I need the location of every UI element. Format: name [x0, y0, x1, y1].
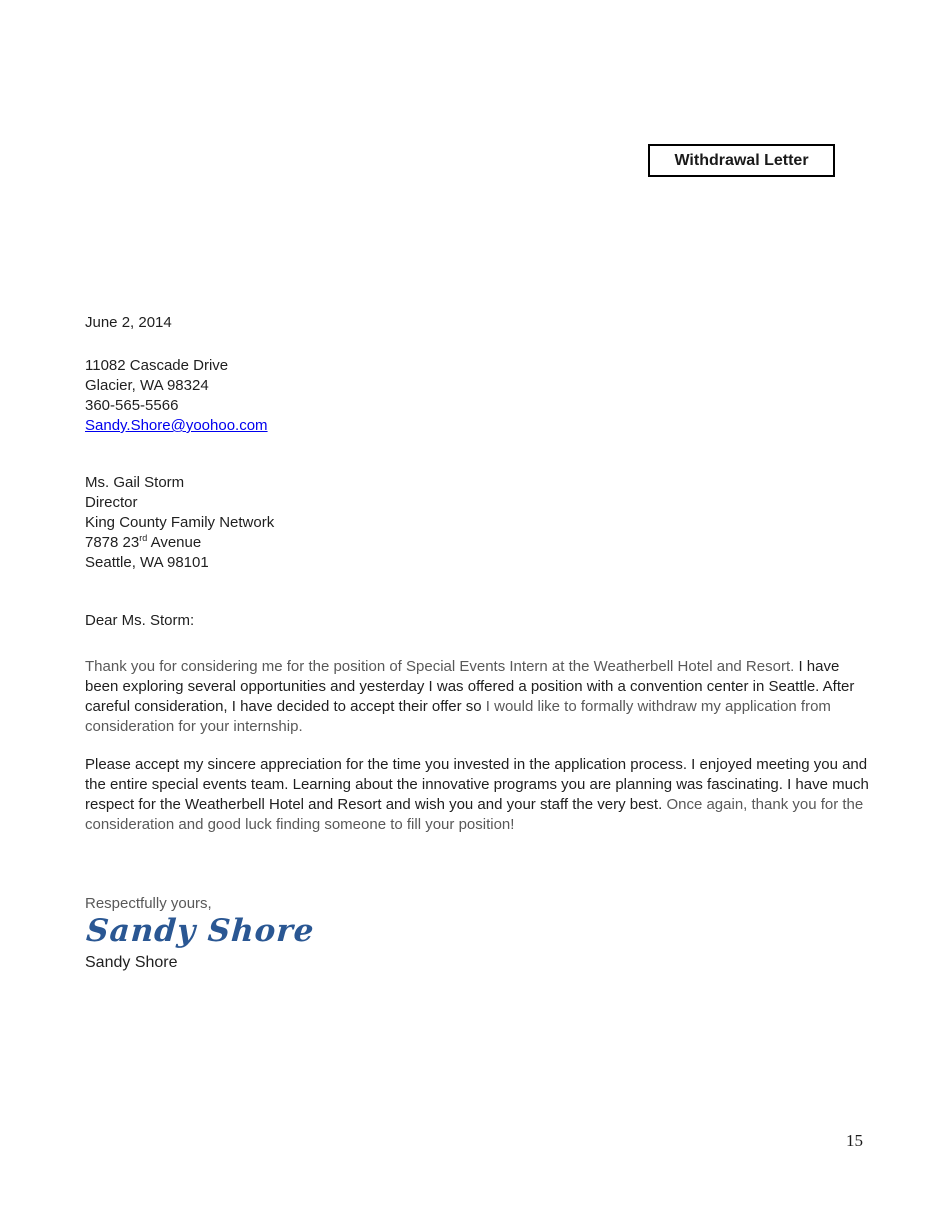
- page-number: 15: [846, 1131, 863, 1150]
- paragraph1-gray-intro: Thank you for considering me for the position of Special Events Intern at the Weatherbell Hotel and Resort.: [85, 658, 799, 675]
- paragraph2-gray-outro: Once again, thank you for the consideration and good luck finding someone to fill your position!: [85, 796, 864, 833]
- recipient-title: Director: [85, 494, 138, 511]
- sender-street: 11082 Cascade Drive: [85, 357, 229, 374]
- sender-city-state-zip: Glacier, WA 98324: [85, 377, 209, 394]
- recipient-organization: King County Family Network: [85, 514, 275, 531]
- paragraph1-black-body: I have been exploring several opportunities and yesterday I was offered a position with a convention center in Seattle. After careful consideration, I have decided to accept their offer so: [85, 658, 855, 715]
- sender-address-block: [85, 356, 268, 436]
- street-ordinal-suffix: rd: [139, 533, 148, 543]
- sender-phone: 360-565-5566: [85, 397, 179, 414]
- paragraph2-black-body: Please accept my sincere appreciation for the time you invested in the application process. I enjoyed meeting you and the entire special events team. Learning about the innovative programs you are planning was fascinating. I have much respect for the Weatherbell Hotel and Resort and wish you and your staff the very best.: [85, 756, 869, 813]
- body-paragraph-2: [85, 755, 870, 835]
- handwritten-signature: Sandy Shore: [85, 913, 316, 949]
- recipient-name: Ms. Gail Storm: [85, 474, 185, 491]
- signature-printed-name: Sandy Shore: [85, 954, 178, 971]
- recipient-street: 7878 23rd Avenue: [85, 533, 202, 551]
- sender-email-link[interactable]: Sandy.Shore@yoohoo.com: [85, 417, 268, 434]
- body-paragraph-1: [85, 657, 870, 737]
- paragraph1-gray-outro: I would like to formally withdraw my application from consideration for your internship.: [85, 698, 831, 735]
- complimentary-closing: Respectfully yours,: [85, 895, 212, 912]
- document-title-box: Withdrawal Letter: [648, 144, 835, 177]
- recipient-city-state-zip: Seattle, WA 98101: [85, 554, 209, 571]
- recipient-address-block: [85, 473, 274, 573]
- salutation: Dear Ms. Storm:: [85, 612, 195, 629]
- letter-date: June 2, 2014: [85, 314, 172, 331]
